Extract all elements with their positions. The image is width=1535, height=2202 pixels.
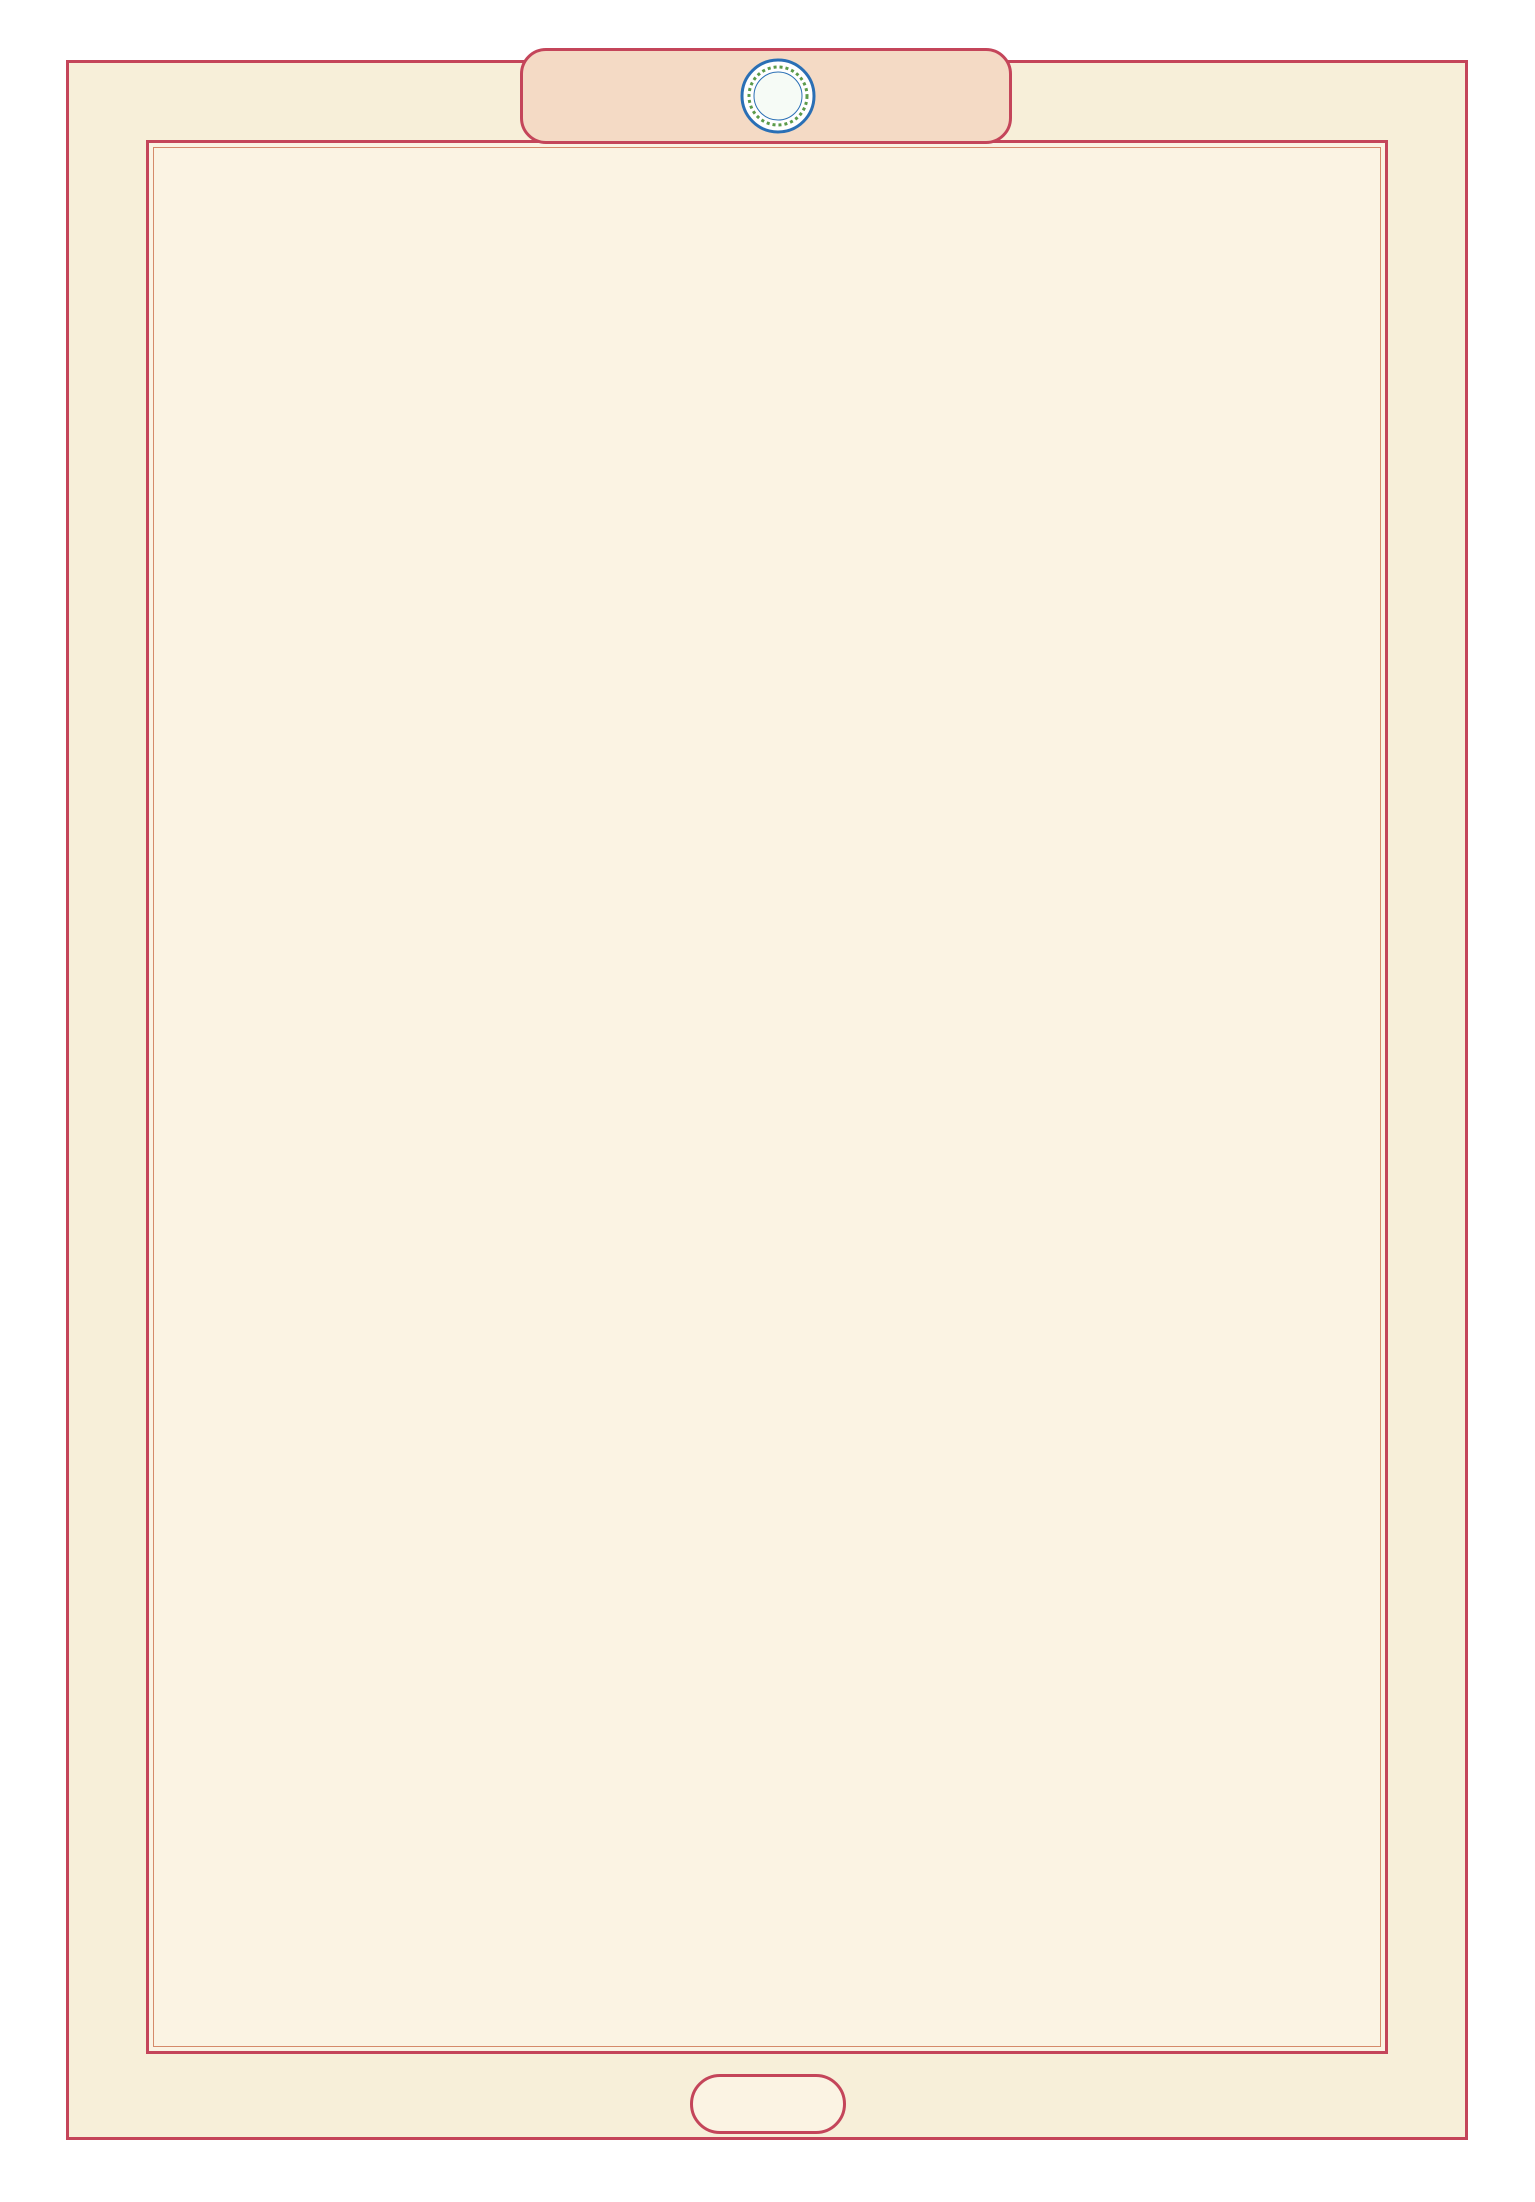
quran-text-block — [172, 190, 1362, 2030]
page-number — [690, 2074, 846, 2134]
page-header-cartouche — [520, 48, 1012, 144]
juz-number-medallion — [739, 57, 817, 135]
ornament-border-left — [70, 64, 142, 2136]
juz-number — [739, 57, 817, 135]
ornament-border-right — [1392, 64, 1464, 2136]
